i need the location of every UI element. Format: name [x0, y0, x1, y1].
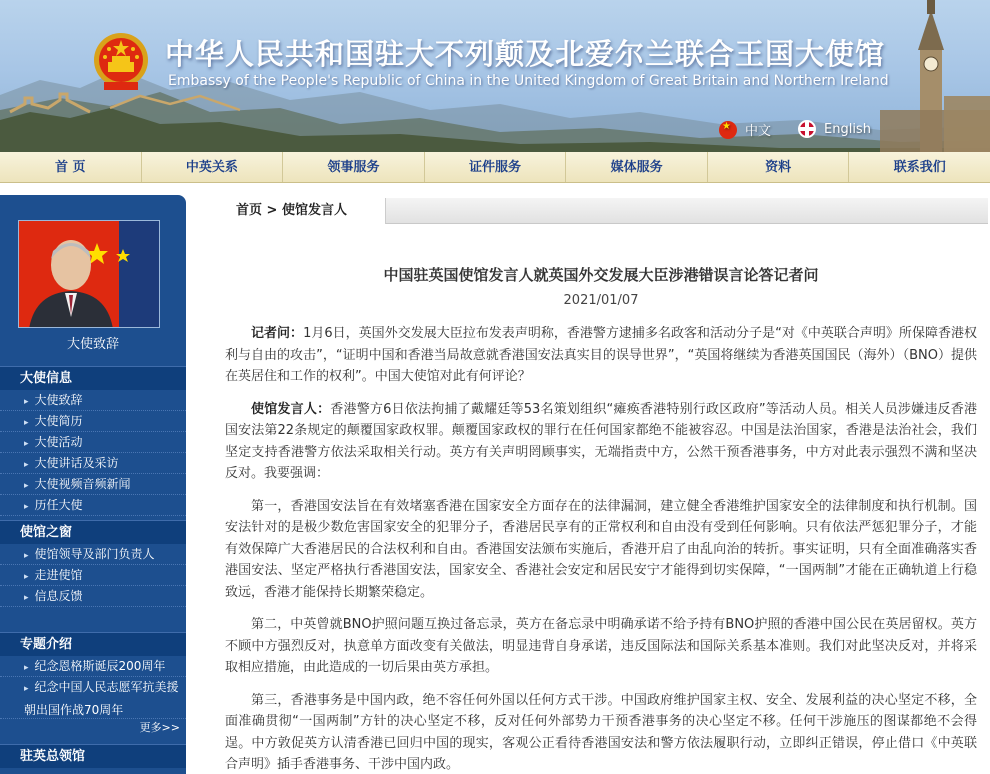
- language-english-link[interactable]: [798, 120, 871, 138]
- article-paragraph: [225, 690, 977, 774]
- china-flag-icon: [719, 121, 737, 139]
- language-chinese-label: 中文: [745, 124, 772, 139]
- ambassador-portrait[interactable]: [18, 220, 160, 328]
- breadcrumb-home-link[interactable]: 首页: [236, 203, 263, 218]
- article: [225, 262, 977, 774]
- paragraph-text: 第三，香港事务是中国内政，绝不容任何外国以任何方式干涉。中国政府维护国家主权、安全、发展利益的决心坚定不移，全面准确贯彻“一国两制”方针的决心坚定不移，反对任何外部势力干预香港事务的决心坚定不移。任何干涉施压的图谋都绝不会得逞。中方敦促英方认清香港已回归中国的现实，客观公正看待香港国安法和警方依法履职行动，立即纠正错误，停止借口《中英联合声明》插手香港事务、干涉中国内政。: [225, 692, 977, 772]
- sidebar-section-ambassador: [0, 366, 186, 516]
- article-paragraph: [225, 496, 977, 604]
- sidebar-item-visit-embassy[interactable]: ▸ 走进使馆: [0, 565, 186, 586]
- nav-media-services[interactable]: 媒体服务: [566, 152, 708, 182]
- nav-consular-services[interactable]: 领事服务: [283, 152, 425, 182]
- article-paragraph: [225, 323, 977, 388]
- breadcrumb-current[interactable]: 使馆发言人: [281, 203, 347, 218]
- article-date: 2021/01/07: [563, 293, 639, 308]
- paragraph-text: 香港警方6日依法拘捕了戴耀廷等53名策划组织“瘫痪香港特别行政区政府”等活动人员。相关人员涉嫌违反香港国安法第22条规定的颠覆国家政权罪。颠覆国家政权的罪行在任何国家都绝不能被容忍。中国是法治国家，香港是法治社会，我们坚定支持香港警方依法采取相关行动。英方有关声明罔顾事实，无端指责中方，公然干预香港事务，中方对此表示强烈不满和坚决反对。我要强调：: [225, 401, 977, 481]
- paragraph-text: 第一，香港国安法旨在有效堵塞香港在国家安全方面存在的法律漏洞，建立健全香港维护国家安全的法律制度和执行机制。国安法针对的是极少数危害国家安全的犯罪分子，香港居民享有的正常权利和自由没有受到任何影响。只有依法严惩犯罪分子，才能有效保障广大香港居民的合法权利和自由。香港国安法颁布实施后，香港开启了由乱向治的转折。事实证明，只有全面准确落实香港国安法、坚定严格执行香港国安法，国家安全、香港社会安定和居民安宁才能得到切实保障，“一国两制”才能在正确轨道上行稳致远，香港才能保持长期繁荣稳定。: [225, 498, 977, 600]
- paragraph-text: 1月6日，英国外交发展大臣拉布发表声明称，香港警方逮捕多名政客和活动分子是“对《中英联合声明》所保障香港权利与自由的攻击”，“证明中国和香港当局故意就香港国安法真实目的误导世界”，“英国将继续为香港英国国民（海外）（BNO）提供在英居住和工作的权利”。中国大使馆对此有何评论？: [225, 326, 977, 384]
- site-title-en: Embassy of the People's Republic of China in the United Kingdom of Great Britain and Northern Ireland: [168, 73, 889, 89]
- sidebar-item-engels-anniversary[interactable]: ▸ 纪念恩格斯诞辰200周年: [0, 656, 186, 677]
- big-ben-illustration: [880, 0, 990, 152]
- sidebar-section-topics: [0, 632, 186, 737]
- sidebar-section-consulates: [0, 744, 186, 768]
- sidebar-item-feedback[interactable]: ▸ 信息反馈: [0, 586, 186, 607]
- paragraph-lead: 记者问：: [251, 326, 304, 341]
- sidebar-section-title: 使馆之窗: [0, 520, 186, 544]
- paragraph-text: 第二，中英曾就BNO护照问题互换过备忘录，英方在备忘录中明确承诺不给予持有BNO护照的香港中国公民在英居留权。英方不顾中方强烈反对，执意单方面改变有关做法，明显违背自身承诺，违反国际法和国际关系基本准则。我们对此坚决反对，并将采取相应措施，由此造成的一切后果由英方承担。: [225, 617, 977, 675]
- sidebar-item-ambassador-speech[interactable]: ▸ 大使致辞: [0, 390, 186, 411]
- site-header: [0, 0, 990, 152]
- sidebar-item-volunteers-anniversary[interactable]: ▸ 纪念中国人民志愿军抗美援朝出国作战70周年: [0, 677, 186, 719]
- nav-china-uk-relations[interactable]: 中英关系: [142, 152, 284, 182]
- breadcrumb-trail: [206, 198, 386, 224]
- language-english-label: English: [824, 121, 871, 137]
- sidebar-section-title: 大使信息: [0, 366, 186, 390]
- breadcrumb: [206, 198, 988, 224]
- sidebar-section-title[interactable]: 驻英总领馆: [0, 744, 186, 768]
- sidebar-item-video-audio-news[interactable]: ▸ 大使视频音频新闻: [0, 474, 186, 495]
- ambassador-photo: [19, 221, 160, 328]
- breadcrumb-separator: >: [262, 203, 282, 218]
- sidebar-item-ambassador-activities[interactable]: ▸ 大使活动: [0, 432, 186, 453]
- uk-flag-icon: [798, 120, 816, 138]
- left-sidebar: [0, 195, 186, 774]
- sidebar-section-title: 专题介绍: [0, 632, 186, 656]
- ambassador-caption[interactable]: 大使致辞: [66, 337, 119, 352]
- national-emblem-icon: [92, 30, 150, 92]
- sidebar-item-former-ambassadors[interactable]: ▸ 历任大使: [0, 495, 186, 516]
- sidebar-item-ambassador-bio[interactable]: ▸ 大使简历: [0, 411, 186, 432]
- nav-document-services[interactable]: 证件服务: [425, 152, 567, 182]
- nav-contact-us[interactable]: 联系我们: [893, 160, 946, 175]
- main-nav: [0, 152, 990, 183]
- language-chinese-link[interactable]: [719, 120, 771, 139]
- article-paragraph: [225, 614, 977, 679]
- nav-resources[interactable]: 资料: [708, 152, 850, 182]
- site-title-cn: 中华人民共和国驻大不列颠及北爱尔兰联合王国大使馆: [165, 37, 886, 71]
- article-paragraph: [225, 399, 977, 485]
- sidebar-item-embassy-leaders[interactable]: ▸ 使馆领导及部门负责人: [0, 544, 186, 565]
- nav-home[interactable]: 首 页: [0, 152, 142, 182]
- sidebar-section-embassy: [0, 520, 186, 607]
- paragraph-lead: 使馆发言人：: [251, 401, 331, 417]
- article-title: 中国驻英国使馆发言人就英国外交发展大臣涉港错误言论答记者问: [383, 266, 819, 284]
- sidebar-item-speeches-interviews[interactable]: ▸ 大使讲话及采访: [0, 453, 186, 474]
- sidebar-more-link[interactable]: 更多>>: [139, 721, 180, 734]
